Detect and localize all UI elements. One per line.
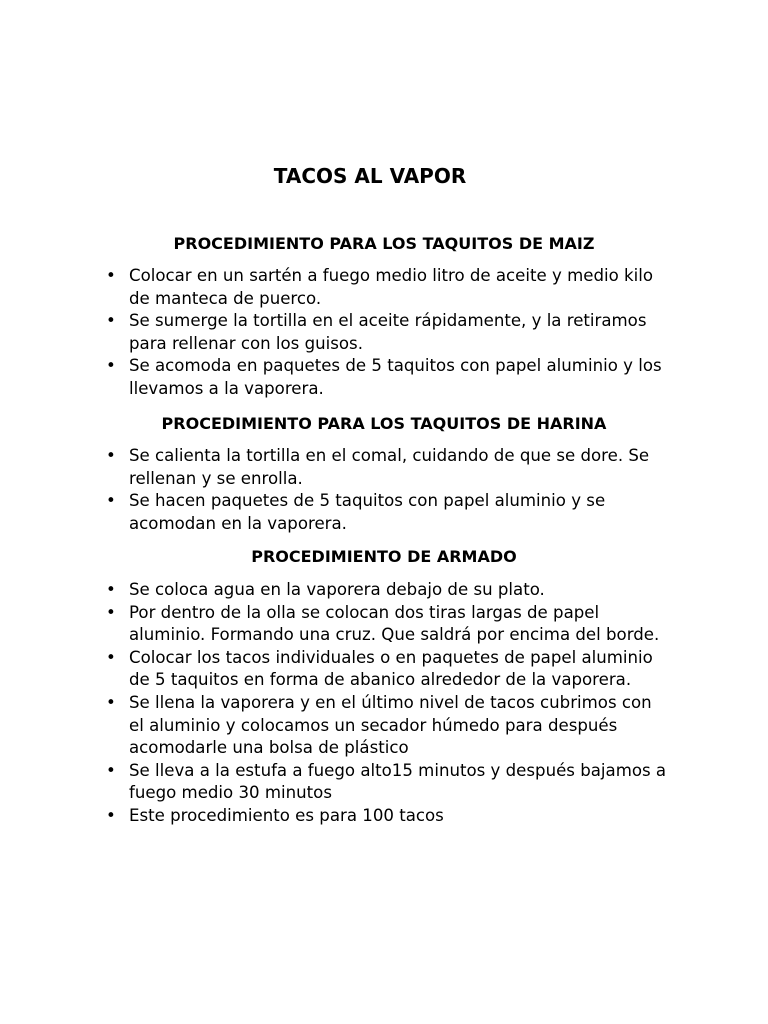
bullet-icon: • bbox=[106, 311, 116, 331]
bullet-icon: • bbox=[106, 692, 116, 712]
list-item bbox=[0, 602, 768, 647]
list-item bbox=[0, 490, 768, 535]
document-title: TACOS AL VAPOR bbox=[273, 164, 467, 188]
list-item-text: Se acomoda en paquetes de 5 taquitos con papel aluminio y los llevamos a la vaporera. bbox=[129, 356, 662, 398]
bullet-icon: • bbox=[106, 266, 116, 285]
section-list-maiz bbox=[0, 265, 768, 401]
list-item-text: Se hacen paquetes de 5 taquitos con papel aluminio y se acomodan en la vaporera. bbox=[129, 491, 606, 533]
bullet-icon: • bbox=[106, 356, 116, 376]
bullet-icon: • bbox=[106, 602, 116, 622]
bullet-icon: • bbox=[106, 491, 116, 511]
list-item-text: Colocar en un sartén a fuego medio litro de aceite y medio kilo de manteca de puerco. bbox=[129, 266, 654, 308]
list-item bbox=[0, 805, 768, 828]
bullet-icon: • bbox=[106, 446, 116, 465]
bullet-icon: • bbox=[106, 580, 116, 599]
section-list-armado bbox=[0, 579, 768, 828]
list-item bbox=[0, 760, 768, 805]
list-item bbox=[0, 692, 768, 760]
list-item-text: Se coloca agua en la vaporera debajo de su plato. bbox=[129, 580, 545, 599]
list-item-text: Por dentro de la olla se colocan dos tiras largas de papel aluminio. Formando una cruz. Que saldrá por encima del borde. bbox=[129, 602, 660, 645]
section-heading-harina: PROCEDIMIENTO PARA LOS TAQUITOS DE HARINA bbox=[161, 414, 607, 433]
section-heading-maiz: PROCEDIMIENTO PARA LOS TAQUITOS DE MAIZ bbox=[173, 234, 595, 253]
bullet-icon: • bbox=[106, 647, 116, 667]
list-item-text: Se lleva a la estufa a fuego alto15 minutos y después bajamos a fuego medio 30 minutos bbox=[129, 760, 667, 803]
list-item bbox=[0, 355, 768, 400]
list-item bbox=[0, 647, 768, 692]
list-item-text: Se calienta la tortilla en el comal, cuidando de que se dore. Se rellenan y se enrolla. bbox=[129, 446, 650, 488]
bullet-icon: • bbox=[106, 805, 116, 825]
list-item bbox=[0, 445, 768, 490]
bullet-icon: • bbox=[106, 760, 116, 780]
section-list-harina bbox=[0, 445, 768, 535]
list-item-text: Colocar los tacos individuales o en paquetes de papel aluminio de 5 taquitos en forma de abanico alrededor de la vaporera. bbox=[129, 647, 653, 690]
list-item bbox=[0, 310, 768, 355]
section-heading-armado: PROCEDIMIENTO DE ARMADO bbox=[251, 547, 517, 566]
list-item-text: Se llena la vaporera y en el último nivel de tacos cubrimos con el aluminio y colocamos un secador húmedo para después acomodarle una bolsa de plástico bbox=[129, 692, 652, 758]
list-item bbox=[0, 265, 768, 310]
list-item bbox=[0, 579, 768, 602]
list-item-text: Se sumerge la tortilla en el aceite rápidamente, y la retiramos para rellenar con los guisos. bbox=[129, 311, 647, 353]
list-item-text: Este procedimiento es para 100 tacos bbox=[129, 805, 444, 825]
